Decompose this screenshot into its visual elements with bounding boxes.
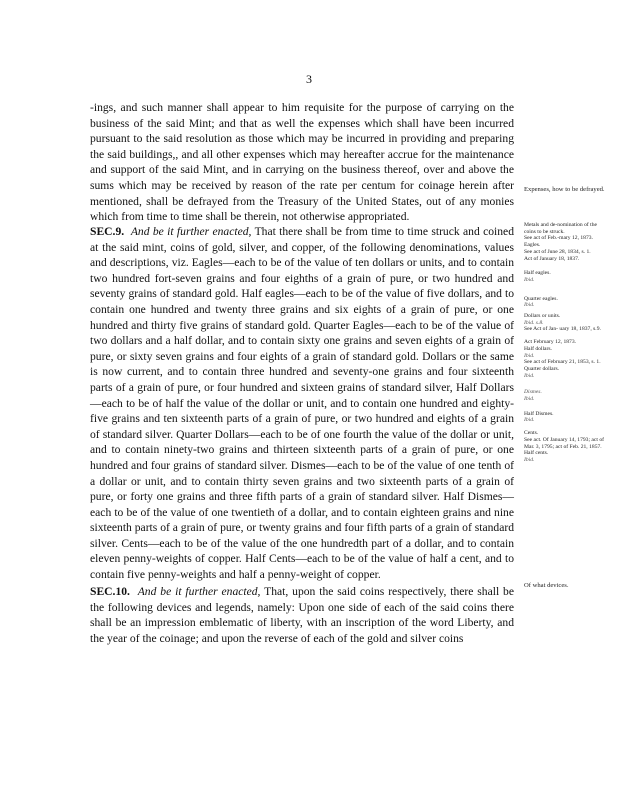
paragraph-continuation — [90, 100, 514, 225]
margin-note-cents: Cents. — [524, 430, 539, 437]
margin-notes-section-9 — [524, 222, 606, 464]
section-10-paragraph — [90, 584, 514, 646]
margin-note-half-cents: Half cents. — [524, 450, 549, 457]
margin-note-eagles: Eagles. — [524, 242, 541, 249]
margin-note-quarter-eagles: Quarter eagles. — [524, 295, 558, 302]
margin-note-ibid-s8: Ibid. s.8. — [524, 319, 544, 326]
margin-note-ibid: Ibid. — [524, 352, 535, 359]
margin-note-dollars: Dollars or units. — [524, 313, 561, 320]
section-10 — [90, 584, 514, 646]
margin-note-dismes: Dismes. — [524, 389, 542, 396]
section-10-label: SEC.10. — [90, 585, 130, 598]
margin-note-ibid: Ibid. — [524, 396, 535, 403]
margin-note-half-dollars: Half dollars. — [524, 345, 552, 352]
page-number: 3 — [306, 72, 312, 86]
margin-note-ibid: Ibid. — [524, 417, 535, 424]
margin-note-quarter-dollars: Quarter dollars. — [524, 365, 560, 372]
section-9-enacting-clause: And be it further enacted, — [130, 225, 252, 238]
margin-note-ibid: Ibid. — [524, 276, 535, 283]
margin-note-half-eagles: Half eagles. — [524, 270, 551, 277]
margin-note-ibid: Ibid. — [524, 456, 535, 463]
margin-note-half-dismes: Half Dismes. — [524, 410, 554, 417]
section-9 — [90, 224, 514, 583]
margin-note-metals: Metals and de-nomination of the coins to be struck. — [524, 222, 598, 235]
margin-note-act-1837: Act of January 18, 1837. — [524, 255, 580, 262]
margin-note-see-1793: See act. Of January 14, 1793; act of Mar. 3, 1795; act of Feb. 21, 1857. — [524, 436, 604, 450]
margin-note-see-act-1837: See Act of Jan- uary 18, 1837, s.9. — [524, 326, 601, 333]
margin-note-act-feb-1873: Act February 12, 1873. — [524, 339, 577, 346]
margin-note-devices — [524, 582, 606, 590]
section-10-text: That, upon the said coins respectively, there shall be the following devices and legends, namely: Upon one side of each of the said coins there shall be an impression emblematic of liberty, with an inscription of the word Liberty, and the year of the coinage; and upon the reverse of each of the gold and silver coins — [90, 585, 514, 645]
margin-note-see-1834: See act of June 28, 1834, s. 1. — [524, 248, 591, 255]
section-10-enacting-clause: And be it further enacted, — [137, 585, 261, 598]
paragraph-text: -ings, and such manner shall appear to him requisite for the purpose of carrying on the business of the said Mint; and that as well the expenses which shall have been incurred pursuant to the said resolution as those which may be incurred in providing and preparing the said buildings,, and all other expenses which may hereafter accrue for the maintenance and support of the said Mint, and in carrying on the business thereof, over and above the sums which may be received by reason of the rate per centum for coinage herein after mentioned, shall be defrayed from the Treasury of the United States, out of any monies which from time to time shall be therein, not otherwise appropriated. — [90, 101, 514, 224]
margin-note-see-1873: See act of Feb.-mary 12, 1873. — [524, 235, 593, 242]
margin-note-text: Expenses, how to be defrayed. — [524, 186, 605, 193]
margin-note-expenses — [524, 186, 606, 194]
section-9-text: That there shall be from time to time struck and coined at the said mint, coins of gold, silver, and copper, of the following denominations, values and descriptions, viz. Eagles—each to be of the value of ten dollars or units, and to contain two hundred fort-seven grains and four eighths of a grain of pure, or two hundred and seventy grains of standard gold. Half eagles—each to be of the value of five dollars, and to contain one hundred and twenty three grains and six eights of a grain of pure, or one hundred and thirty five grains of standard gold. Quarter Eagles—each to be of the value of two dollars and a half dollar, and to contain sixty one grains and seven eights of a grain of pure, or sixty seven grains and four eights of a grain of standard gold. Dollars or the same is now current, and to contain three hundred and seventy-one grains and four sixteenth parts of a grain of pure, or four hundred and sixteen grains of standard silver, Half Dollars—each to be of half the value of the dollar or unit, and to contain one hundred and eighty-five grains and ten sixteenth parts of a grain of pure, or two hundred and eights of a grain of standard silver. Quarter Dollars—each to be of one fourth the value of the dollar or unit, and to contain ninety-two grains and thirteen sixteenth parts of a grain of pure, or one hundred and four grains of standard silver. Dismes—each to be of the value of one tenth of a dollar or unit, and to contain thirty seven grains and two sixteenth parts of a grain of pure, or forty one grains and three fifth parts of a grain of standard silver. Half Dismes—each to be of the value of one twentieth of a dollar, and to contain eighteen grains and nine sixteenth parts of a grain of pure, or twenty grains and four fifth parts of a grain of standard silver. Cents—each to be of the value of the one hundredth part of a dollar, and to contain eleven penny-weights of copper. Half Cents—each to be of the value of half a cent, and to contain five penny-weights and half a penny-weight of copper. — [90, 225, 515, 582]
margin-note-ibid: Ibid. — [524, 302, 535, 309]
section-9-paragraph — [90, 224, 514, 583]
margin-note-see-1853: See act of February 21, 1853, s. 1. — [524, 359, 601, 366]
margin-note-ibid: Ibid. — [524, 372, 535, 379]
section-9-label: SEC.9. — [90, 225, 125, 238]
margin-note-text: Of what devices. — [524, 582, 569, 589]
